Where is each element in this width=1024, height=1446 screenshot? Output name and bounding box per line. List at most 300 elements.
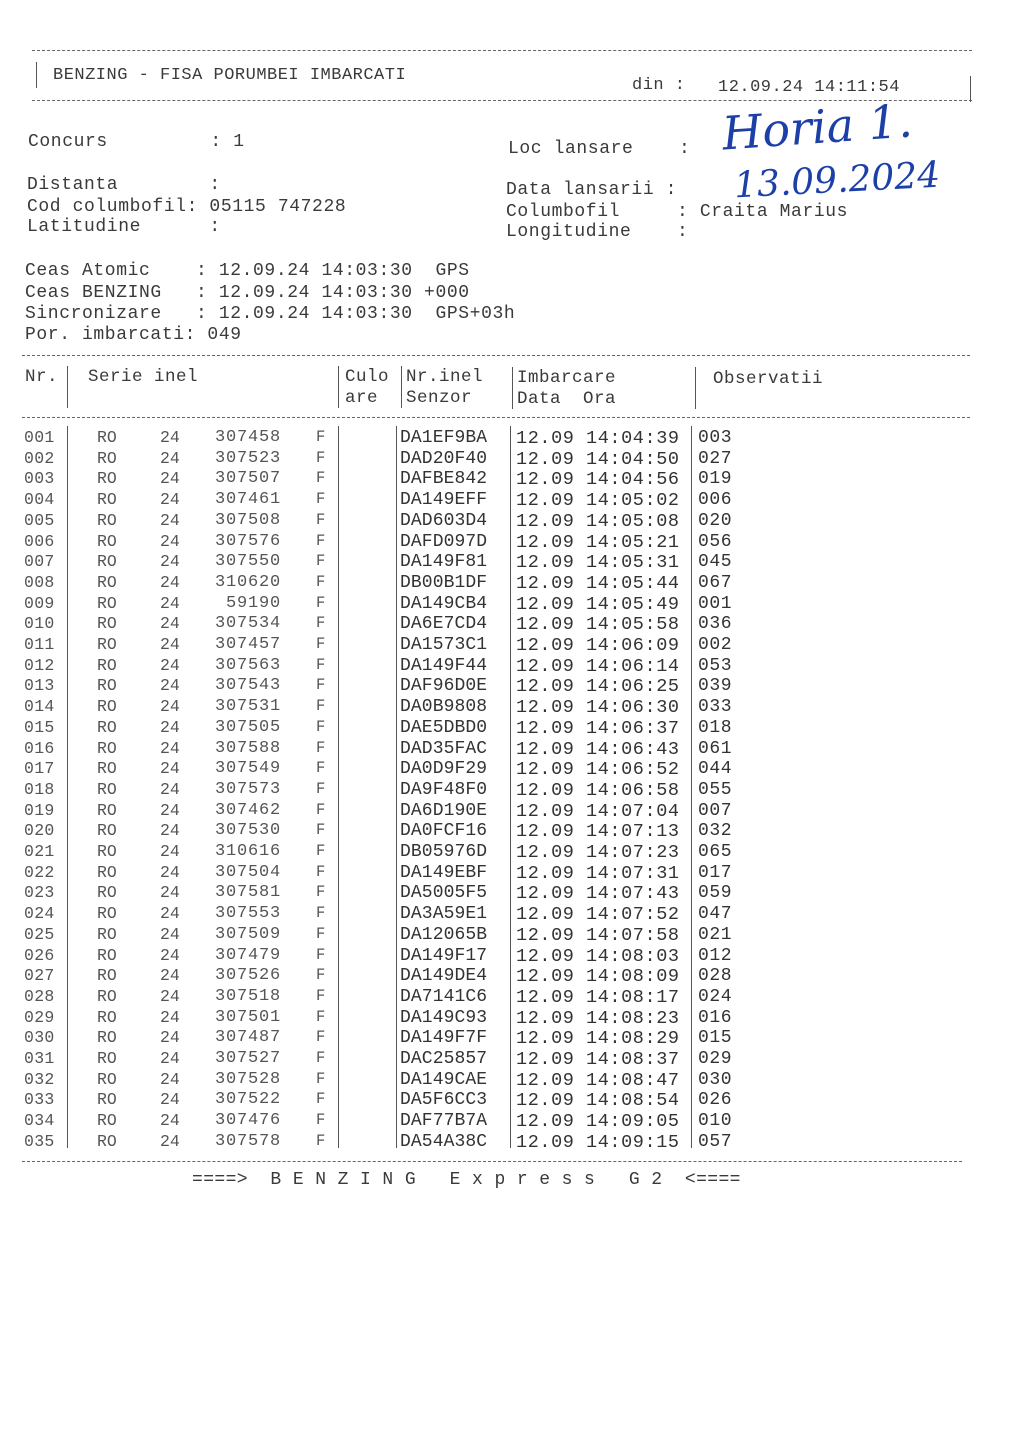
table-row xyxy=(0,656,1024,677)
table-row xyxy=(0,966,1024,987)
sensor-ring-id: DAE5DBD0 xyxy=(400,717,488,738)
boarding-date: 12.09 xyxy=(516,552,575,574)
ring-number: 307522 xyxy=(214,1090,281,1110)
boarding-time: 14:06:43 xyxy=(586,738,680,760)
row-number: 021 xyxy=(24,842,55,861)
ring-number: 307476 xyxy=(214,1111,281,1131)
country-code: RO xyxy=(97,635,117,654)
boarding-date: 12.09 xyxy=(516,593,575,615)
ring-number: 307518 xyxy=(214,986,281,1006)
concurs-field: Concurs : 1 xyxy=(28,132,245,152)
country-code: RO xyxy=(97,552,117,572)
row-number: 015 xyxy=(24,717,55,737)
ring-year: 24 xyxy=(160,1111,180,1131)
boarding-date: 12.09 xyxy=(516,738,575,760)
boarding-date: 12.09 xyxy=(516,1049,575,1070)
ring-number: 307588 xyxy=(214,738,281,758)
sensor-ring-id: DA54A38C xyxy=(400,1131,488,1152)
boarding-date: 12.09 xyxy=(516,821,575,843)
ring-number: 307457 xyxy=(214,635,281,654)
sensor-ring-id: DA12065B xyxy=(400,924,488,945)
distanta-field: Distanta : xyxy=(27,175,221,195)
boarding-date: 12.09 xyxy=(516,759,575,781)
sensor-ring-id: DA149C93 xyxy=(400,1007,488,1028)
ring-number: 307487 xyxy=(214,1028,281,1048)
observation: 028 xyxy=(698,966,733,987)
sensor-ring-id: DAFBE842 xyxy=(400,469,488,490)
boarding-time: 14:08:29 xyxy=(586,1028,680,1050)
row-number: 031 xyxy=(24,1049,55,1068)
country-code: RO xyxy=(97,1049,117,1068)
row-number: 003 xyxy=(24,469,55,489)
boarding-time: 14:06:52 xyxy=(586,759,680,781)
table-row xyxy=(0,904,1024,925)
header-left-edge xyxy=(36,62,37,88)
sex: F xyxy=(316,738,326,757)
table-row xyxy=(0,552,1024,573)
row-number: 008 xyxy=(24,572,55,592)
ring-year: 24 xyxy=(160,738,180,758)
ring-year: 24 xyxy=(160,1090,180,1110)
table-row xyxy=(0,490,1024,511)
ring-year: 24 xyxy=(160,842,180,861)
sex: F xyxy=(316,428,326,446)
sensor-ring-id: DA149DE4 xyxy=(400,966,488,987)
boarding-time: 14:08:03 xyxy=(586,945,680,967)
sex: F xyxy=(316,1028,326,1047)
row-number: 014 xyxy=(24,697,55,717)
sex: F xyxy=(316,448,326,467)
ring-year: 24 xyxy=(160,966,180,986)
country-code: RO xyxy=(97,614,117,634)
boarding-date: 12.09 xyxy=(516,448,575,470)
handwritten-location: Horia 1. xyxy=(720,93,915,161)
ring-year: 24 xyxy=(160,531,180,551)
table-row xyxy=(0,821,1024,842)
header-sep-2 xyxy=(338,366,339,408)
sex: F xyxy=(316,1131,326,1150)
observation: 012 xyxy=(698,945,733,966)
ring-year: 24 xyxy=(160,1049,180,1068)
table-row xyxy=(0,1028,1024,1049)
observation: 047 xyxy=(698,904,733,925)
row-number: 025 xyxy=(24,924,55,944)
row-number: 005 xyxy=(24,510,55,530)
table-row xyxy=(0,1070,1024,1091)
din-datetime: 12.09.24 14:11:54 xyxy=(718,78,900,97)
country-code: RO xyxy=(97,1131,117,1151)
row-number: 034 xyxy=(24,1111,55,1131)
country-code: RO xyxy=(97,717,117,737)
observation: 002 xyxy=(698,635,733,655)
ring-number: 307505 xyxy=(214,717,281,737)
country-code: RO xyxy=(97,510,117,530)
country-code: RO xyxy=(97,676,117,696)
country-code: RO xyxy=(97,655,117,675)
boarding-time: 14:07:43 xyxy=(586,883,680,905)
col-header-culoare-1: Culo xyxy=(345,367,390,387)
observation: 059 xyxy=(698,883,733,904)
country-code: RO xyxy=(97,883,117,903)
observation: 029 xyxy=(698,1049,733,1069)
sensor-ring-id: DA3A59E1 xyxy=(400,904,488,925)
sensor-ring-id: DB05976D xyxy=(400,842,488,862)
sensor-ring-id: DA6D190E xyxy=(400,800,488,821)
sensor-ring-id: DA5005F5 xyxy=(400,883,488,904)
ring-number: 307527 xyxy=(214,1049,281,1068)
table-row xyxy=(0,697,1024,718)
table-row xyxy=(0,1049,1024,1070)
columbofil-field: Columbofil : Craita Marius xyxy=(506,202,849,222)
table-row xyxy=(0,759,1024,780)
country-code: RO xyxy=(97,842,117,861)
ring-number: 307528 xyxy=(214,1069,281,1089)
row-number: 024 xyxy=(24,904,55,924)
table-row xyxy=(0,676,1024,697)
boarding-date: 12.09 xyxy=(516,1007,575,1029)
ring-year: 24 xyxy=(160,862,180,882)
observation: 020 xyxy=(698,510,733,531)
boarding-time: 14:07:58 xyxy=(586,924,680,946)
ring-year: 24 xyxy=(160,469,180,489)
table-row xyxy=(0,780,1024,801)
sex: F xyxy=(316,469,326,488)
ring-number: 307534 xyxy=(214,614,281,634)
row-number: 026 xyxy=(24,945,55,965)
sensor-ring-id: DA149EBF xyxy=(400,862,488,883)
boarding-time: 14:06:25 xyxy=(586,676,680,698)
ring-number: 307543 xyxy=(214,676,281,696)
country-code: RO xyxy=(97,1007,117,1027)
ring-year: 24 xyxy=(160,759,180,779)
observation: 053 xyxy=(698,655,733,676)
ring-number: 307479 xyxy=(214,945,281,965)
table-row xyxy=(0,987,1024,1008)
boarding-time: 14:08:17 xyxy=(586,986,680,1008)
observation: 017 xyxy=(698,862,733,883)
boarding-date: 12.09 xyxy=(516,655,575,677)
country-code: RO xyxy=(97,1069,117,1089)
sex: F xyxy=(316,862,326,881)
boarding-date: 12.09 xyxy=(516,904,575,926)
ring-number: 307461 xyxy=(214,490,281,510)
sex: F xyxy=(316,531,326,550)
observation: 056 xyxy=(698,531,733,552)
boarding-time: 14:06:30 xyxy=(586,697,680,719)
col-header-imbarcare-2: Data Ora xyxy=(517,389,617,409)
sensor-ring-id: DA6E7CD4 xyxy=(400,614,488,635)
table-row xyxy=(0,469,1024,490)
row-number: 006 xyxy=(24,531,55,551)
table-header-bottom-rule xyxy=(22,417,970,418)
table-row xyxy=(0,1008,1024,1029)
sex: F xyxy=(316,966,326,985)
sex: F xyxy=(316,614,326,633)
boarding-date: 12.09 xyxy=(516,1069,575,1091)
col-header-imbarcare-1: Imbarcare xyxy=(517,368,617,388)
header-sep-3 xyxy=(401,366,402,408)
table-row xyxy=(0,883,1024,904)
ring-year: 24 xyxy=(160,593,180,613)
country-code: RO xyxy=(97,924,117,944)
boarding-date: 12.09 xyxy=(516,428,575,449)
observation: 021 xyxy=(698,924,733,945)
boarding-date: 12.09 xyxy=(516,1090,575,1112)
country-code: RO xyxy=(97,1028,117,1048)
observation: 016 xyxy=(698,1007,733,1028)
boarding-time: 14:07:52 xyxy=(586,904,680,926)
col-header-nrinel-1: Nr.inel xyxy=(406,367,484,387)
boarding-time: 14:07:23 xyxy=(586,842,680,863)
sex: F xyxy=(316,779,326,798)
observation: 018 xyxy=(698,717,733,738)
boarding-time: 14:08:54 xyxy=(586,1090,680,1112)
row-number: 004 xyxy=(24,490,55,510)
boarding-date: 12.09 xyxy=(516,717,575,739)
ring-number: 307504 xyxy=(214,862,281,882)
boarding-date: 12.09 xyxy=(516,1028,575,1050)
table-row xyxy=(0,1132,1024,1153)
observation: 055 xyxy=(698,779,733,800)
table-row xyxy=(0,1111,1024,1132)
ring-number: 307573 xyxy=(214,779,281,799)
boarding-date: 12.09 xyxy=(516,842,575,863)
country-code: RO xyxy=(97,448,117,468)
boarding-date: 12.09 xyxy=(516,883,575,905)
ring-number: 307523 xyxy=(214,448,281,468)
table-row xyxy=(0,511,1024,532)
ring-year: 24 xyxy=(160,614,180,634)
observation: 067 xyxy=(698,572,733,593)
sex: F xyxy=(316,986,326,1005)
table-row xyxy=(0,1090,1024,1111)
boarding-time: 14:05:21 xyxy=(586,531,680,553)
table-row xyxy=(0,594,1024,615)
boarding-time: 14:05:49 xyxy=(586,593,680,615)
row-number: 022 xyxy=(24,862,55,882)
row-number: 028 xyxy=(24,986,55,1006)
ring-number: 307581 xyxy=(214,883,281,903)
row-number: 023 xyxy=(24,883,55,903)
table-row xyxy=(0,801,1024,822)
ring-year: 24 xyxy=(160,821,180,841)
sensor-ring-id: DA149CAE xyxy=(400,1069,488,1090)
country-code: RO xyxy=(97,862,117,882)
por-imbarcati-field: Por. imbarcati: 049 xyxy=(25,325,242,345)
boarding-time: 14:05:31 xyxy=(586,552,680,574)
ring-number: 310620 xyxy=(214,572,281,592)
ring-year: 24 xyxy=(160,1028,180,1048)
boarding-time: 14:07:13 xyxy=(586,821,680,843)
country-code: RO xyxy=(97,904,117,924)
latitudine-field: Latitudine : xyxy=(27,217,221,237)
row-number: 019 xyxy=(24,800,55,820)
country-code: RO xyxy=(97,697,117,717)
sensor-ring-id: DAF77B7A xyxy=(400,1111,488,1132)
ring-number: 307462 xyxy=(214,800,281,820)
boarding-time: 14:09:15 xyxy=(586,1131,680,1153)
sensor-ring-id: DA149EFF xyxy=(400,490,488,511)
sex: F xyxy=(316,635,326,653)
sensor-ring-id: DAFD097D xyxy=(400,531,488,552)
loc-lansare-field: Loc lansare : xyxy=(508,139,691,159)
country-code: RO xyxy=(97,1111,117,1131)
footer-brand: ====> B E N Z I N G E x p r e s s G 2 <==== xyxy=(192,1170,741,1190)
sex: F xyxy=(316,842,326,860)
row-number: 030 xyxy=(24,1028,55,1048)
sensor-ring-id: DA149CB4 xyxy=(400,593,488,614)
boarding-time: 14:09:05 xyxy=(586,1111,680,1133)
sex: F xyxy=(316,883,326,902)
ring-year: 24 xyxy=(160,676,180,696)
header-sep-5 xyxy=(695,367,696,409)
ring-number: 307501 xyxy=(214,1007,281,1027)
header-top-rule xyxy=(32,50,972,51)
ring-year: 24 xyxy=(160,552,180,572)
ring-number: 307509 xyxy=(214,924,281,944)
ring-number: 310616 xyxy=(214,842,281,861)
sensor-ring-id: DA0B9808 xyxy=(400,697,488,718)
ring-year: 24 xyxy=(160,883,180,903)
row-number: 010 xyxy=(24,614,55,634)
header-right-edge xyxy=(970,76,971,102)
boarding-time: 14:08:47 xyxy=(586,1069,680,1091)
col-header-serie: Serie inel xyxy=(88,367,199,387)
row-number: 029 xyxy=(24,1007,55,1027)
boarding-time: 14:04:39 xyxy=(586,428,680,449)
sensor-ring-id: DB00B1DF xyxy=(400,572,488,593)
col-header-nrinel-2: Senzor xyxy=(406,388,473,408)
sex: F xyxy=(316,821,326,840)
boarding-time: 14:08:23 xyxy=(586,1007,680,1029)
ring-year: 24 xyxy=(160,904,180,924)
boarding-time: 14:05:44 xyxy=(586,572,680,594)
observation: 015 xyxy=(698,1028,733,1049)
ring-number: 307458 xyxy=(214,428,281,447)
ring-number: 307507 xyxy=(214,469,281,489)
observation: 044 xyxy=(698,759,733,780)
boarding-date: 12.09 xyxy=(516,469,575,491)
row-number: 001 xyxy=(24,428,55,447)
table-row xyxy=(0,842,1024,863)
observation: 024 xyxy=(698,986,733,1007)
sensor-ring-id: DAC25857 xyxy=(400,1049,488,1069)
sensor-ring-id: DA1573C1 xyxy=(400,635,488,655)
boarding-time: 14:06:09 xyxy=(586,635,680,656)
table-body xyxy=(0,428,1024,1156)
sex: F xyxy=(316,593,326,612)
din-label: din : xyxy=(632,76,686,95)
country-code: RO xyxy=(97,428,117,447)
country-code: RO xyxy=(97,986,117,1006)
sensor-ring-id: DA149F44 xyxy=(400,655,488,676)
ring-year: 24 xyxy=(160,717,180,737)
sex: F xyxy=(316,904,326,923)
boarding-date: 12.09 xyxy=(516,966,575,988)
sensor-ring-id: DA0D9F29 xyxy=(400,759,488,780)
boarding-date: 12.09 xyxy=(516,614,575,636)
country-code: RO xyxy=(97,572,117,592)
boarding-date: 12.09 xyxy=(516,635,575,656)
table-row xyxy=(0,925,1024,946)
observation: 045 xyxy=(698,552,733,573)
row-number: 033 xyxy=(24,1090,55,1110)
ring-year: 24 xyxy=(160,1069,180,1089)
sensor-ring-id: DA9F48F0 xyxy=(400,779,488,800)
ceas-atomic-field: Ceas Atomic : 12.09.24 14:03:30 GPS xyxy=(25,261,470,281)
sensor-ring-id: DAD603D4 xyxy=(400,510,488,531)
sensor-ring-id: DAD35FAC xyxy=(400,738,488,759)
country-code: RO xyxy=(97,469,117,489)
ring-year: 24 xyxy=(160,945,180,965)
sex: F xyxy=(316,552,326,571)
table-row xyxy=(0,635,1024,656)
row-number: 032 xyxy=(24,1069,55,1089)
ring-number: 307549 xyxy=(214,759,281,779)
boarding-date: 12.09 xyxy=(516,945,575,967)
observation: 065 xyxy=(698,842,733,862)
col-header-culoare-2: are xyxy=(345,388,379,408)
table-row xyxy=(0,946,1024,967)
observation: 033 xyxy=(698,697,733,718)
ring-year: 24 xyxy=(160,1007,180,1027)
country-code: RO xyxy=(97,490,117,510)
sex: F xyxy=(316,655,326,674)
country-code: RO xyxy=(97,593,117,613)
country-code: RO xyxy=(97,945,117,965)
ring-year: 24 xyxy=(160,655,180,675)
ring-year: 24 xyxy=(160,635,180,654)
row-number: 012 xyxy=(24,655,55,675)
boarding-time: 14:06:14 xyxy=(586,655,680,677)
ring-year: 24 xyxy=(160,697,180,717)
boarding-time: 14:04:56 xyxy=(586,469,680,491)
observation: 010 xyxy=(698,1111,733,1132)
country-code: RO xyxy=(97,779,117,799)
ring-number: 307508 xyxy=(214,510,281,530)
table-row xyxy=(0,532,1024,553)
sex: F xyxy=(316,717,326,736)
ring-number: 307578 xyxy=(214,1131,281,1151)
sex: F xyxy=(316,490,326,509)
observation: 026 xyxy=(698,1090,733,1111)
boarding-time: 14:04:50 xyxy=(586,448,680,470)
sex: F xyxy=(316,572,326,591)
boarding-date: 12.09 xyxy=(516,986,575,1008)
observation: 039 xyxy=(698,676,733,697)
table-header-top-rule xyxy=(22,355,970,356)
country-code: RO xyxy=(97,738,117,758)
sensor-ring-id: DAF96D0E xyxy=(400,676,488,697)
boarding-time: 14:07:31 xyxy=(586,862,680,884)
observation: 003 xyxy=(698,428,733,448)
ring-number: 307563 xyxy=(214,655,281,675)
longitudine-field: Longitudine : xyxy=(506,222,689,242)
sensor-ring-id: DAD20F40 xyxy=(400,448,488,469)
ring-number: 307526 xyxy=(214,966,281,986)
boarding-date: 12.09 xyxy=(516,676,575,698)
sex: F xyxy=(316,759,326,778)
sex: F xyxy=(316,924,326,943)
sex: F xyxy=(316,1007,326,1026)
table-row xyxy=(0,614,1024,635)
boarding-date: 12.09 xyxy=(516,800,575,822)
ring-year: 24 xyxy=(160,924,180,944)
sincronizare-field: Sincronizare : 12.09.24 14:03:30 GPS+03h xyxy=(25,304,516,324)
observation: 007 xyxy=(698,800,733,821)
row-number: 017 xyxy=(24,759,55,779)
ring-year: 24 xyxy=(160,448,180,468)
